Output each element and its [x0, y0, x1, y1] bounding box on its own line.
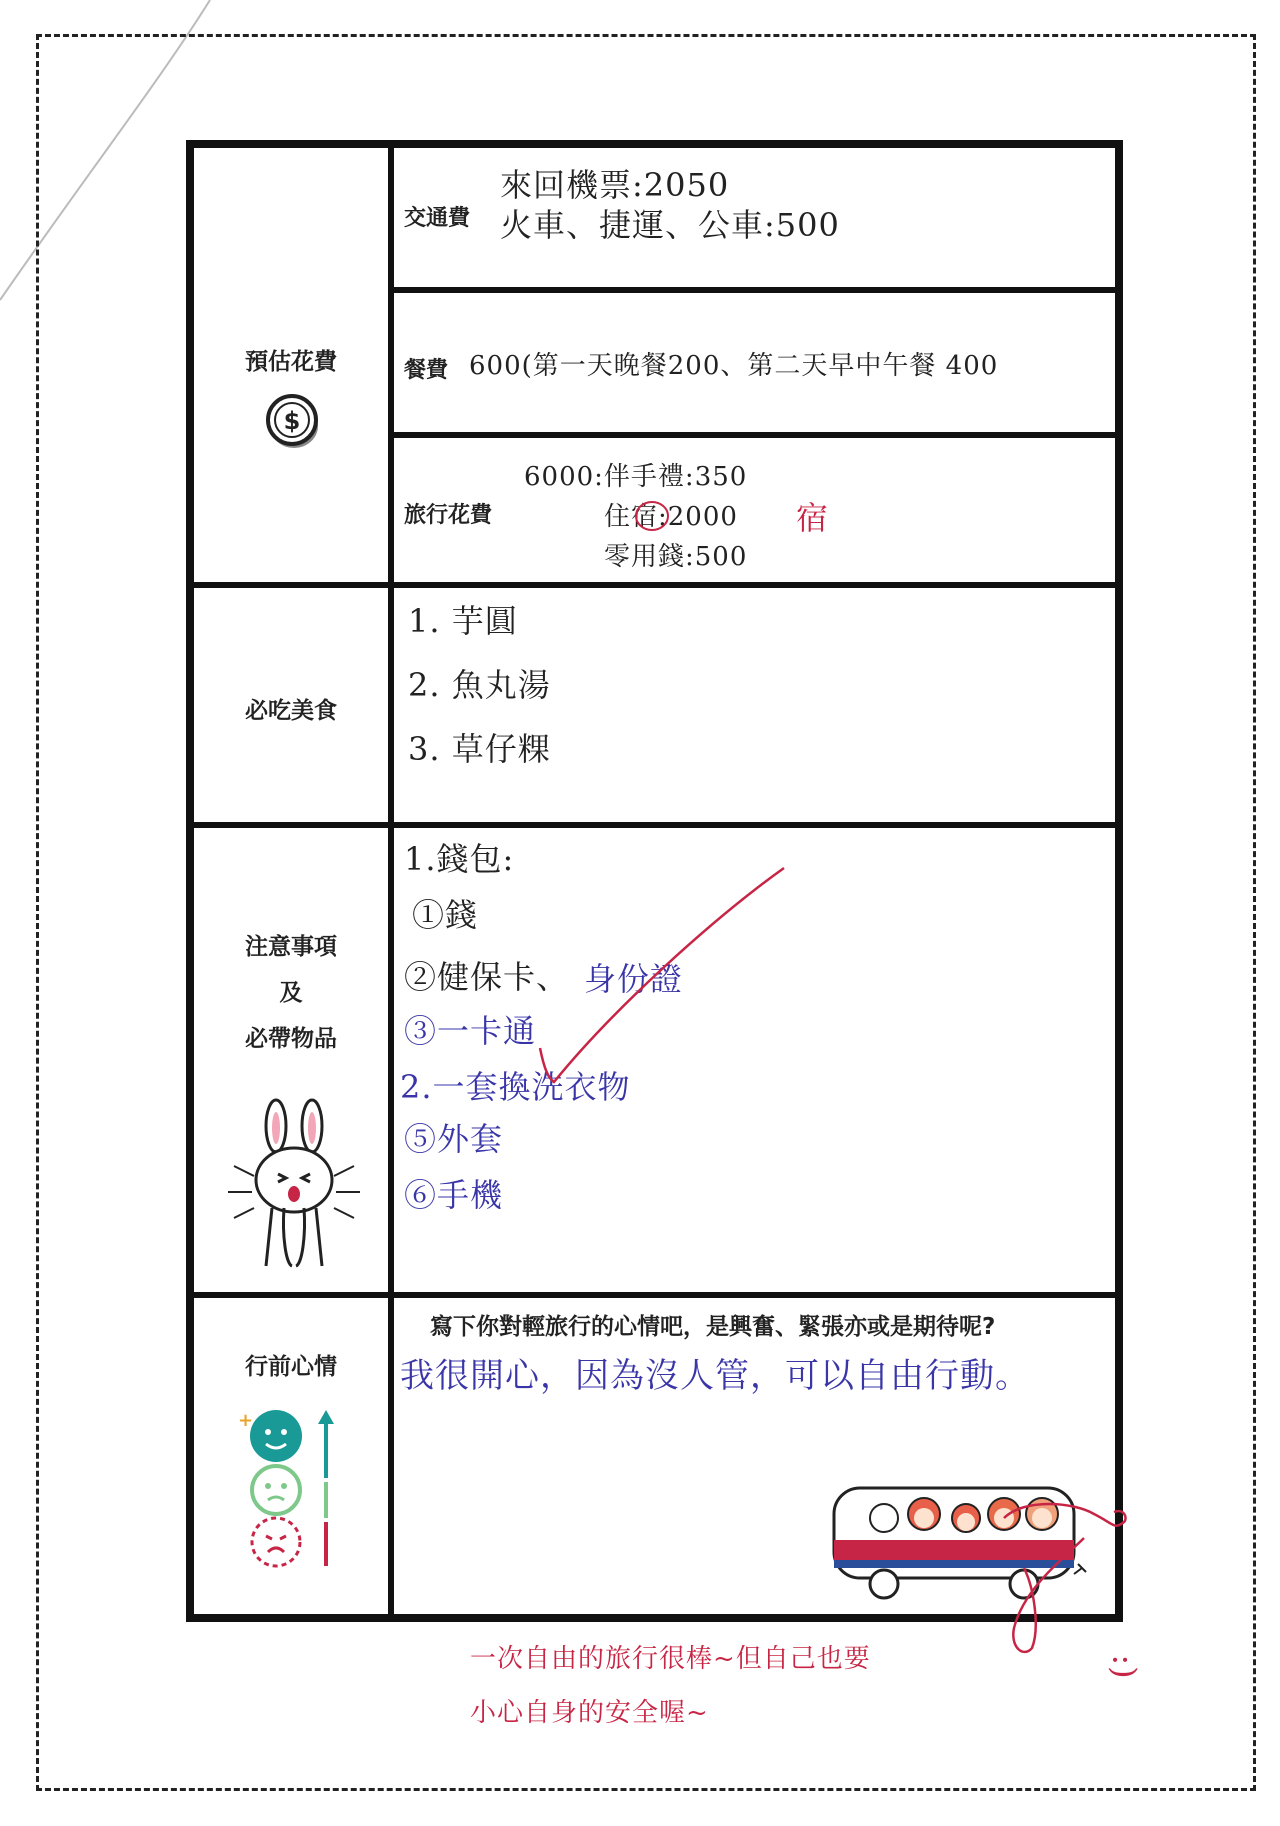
food-item-2: 2. 魚丸湯 — [408, 666, 551, 704]
notes-item-2: ①錢 — [412, 896, 479, 934]
notes-item-5: 2.一套換洗衣物 — [400, 1068, 631, 1106]
notes-item-1: 1.錢包: — [404, 840, 515, 878]
notes-item-4: ③一卡通 — [404, 1012, 537, 1050]
meal-value: 600(第一天晚餐200、第二天早中午餐 400 — [469, 351, 999, 381]
cost-label: 預估花費 — [245, 349, 337, 375]
correction-circle — [632, 496, 672, 536]
teacher-smiley: :) — [1105, 1654, 1144, 1680]
travel-plan-table — [186, 140, 1123, 1622]
mood-prompt: 寫下你對輕旅行的心情吧，是興奮、緊張亦或是期待呢? — [430, 1314, 996, 1340]
mood-content-cell — [391, 1295, 1118, 1617]
dollar-coin-icon — [264, 392, 324, 452]
travel-expense-label: 旅行花費 — [404, 503, 493, 528]
svg-text:+: + — [238, 1410, 254, 1431]
transport-line1: 來回機票:2050 — [500, 166, 730, 204]
travel-line1: 6000:伴手禮:350 — [524, 462, 748, 492]
mood-scale-icon — [236, 1408, 346, 1568]
transport-label: 交通費 — [404, 206, 471, 231]
cost-label-cell — [191, 145, 391, 585]
notes-label-line2: 及 — [279, 980, 303, 1006]
food-label: 必吃美食 — [245, 698, 337, 724]
travel-expense-cell — [391, 435, 1118, 585]
travel-line2: 住宿:2000 — [604, 502, 738, 532]
mood-answer: 我很開心，因為沒人管，可以自由行動。 — [400, 1356, 1030, 1396]
teacher-comment-line2: 小心自身的安全喔~ — [470, 1698, 709, 1728]
food-item-3: 3. 草仔粿 — [408, 730, 551, 768]
notes-item-3: ②健保卡、 — [404, 958, 570, 996]
teacher-comment-line1: 一次自由的旅行很棒~但自己也要 — [470, 1644, 871, 1674]
food-list-cell — [391, 585, 1118, 825]
notes-item-7: ⑥手機 — [404, 1176, 504, 1214]
notes-label-cell — [191, 825, 391, 1295]
bunny-character-icon — [214, 1096, 374, 1276]
transport-cell — [391, 145, 1118, 290]
travel-line3: 零用錢:500 — [604, 542, 748, 572]
food-item-1: 1. 芋圓 — [408, 602, 518, 640]
mood-label: 行前心情 — [245, 1354, 337, 1380]
mood-label-cell — [191, 1295, 391, 1617]
notes-list-cell — [391, 825, 1118, 1295]
travel-correction: 宿 — [796, 499, 830, 537]
food-label-cell — [191, 585, 391, 825]
transport-line2: 火車、捷運、公車:500 — [500, 206, 840, 244]
notes-item-6: ⑤外套 — [404, 1120, 504, 1158]
meal-cell — [391, 290, 1118, 435]
notes-label-line3: 必帶物品 — [245, 1026, 337, 1052]
svg-text:$: $ — [283, 407, 301, 435]
meal-label: 餐費 — [404, 358, 449, 383]
notes-item-3b: 身份證 — [584, 960, 684, 998]
notes-label-line1: 注意事項 — [245, 934, 337, 960]
checkmark-icon — [534, 868, 794, 1088]
teacher-signature-scribble — [964, 1478, 1144, 1668]
